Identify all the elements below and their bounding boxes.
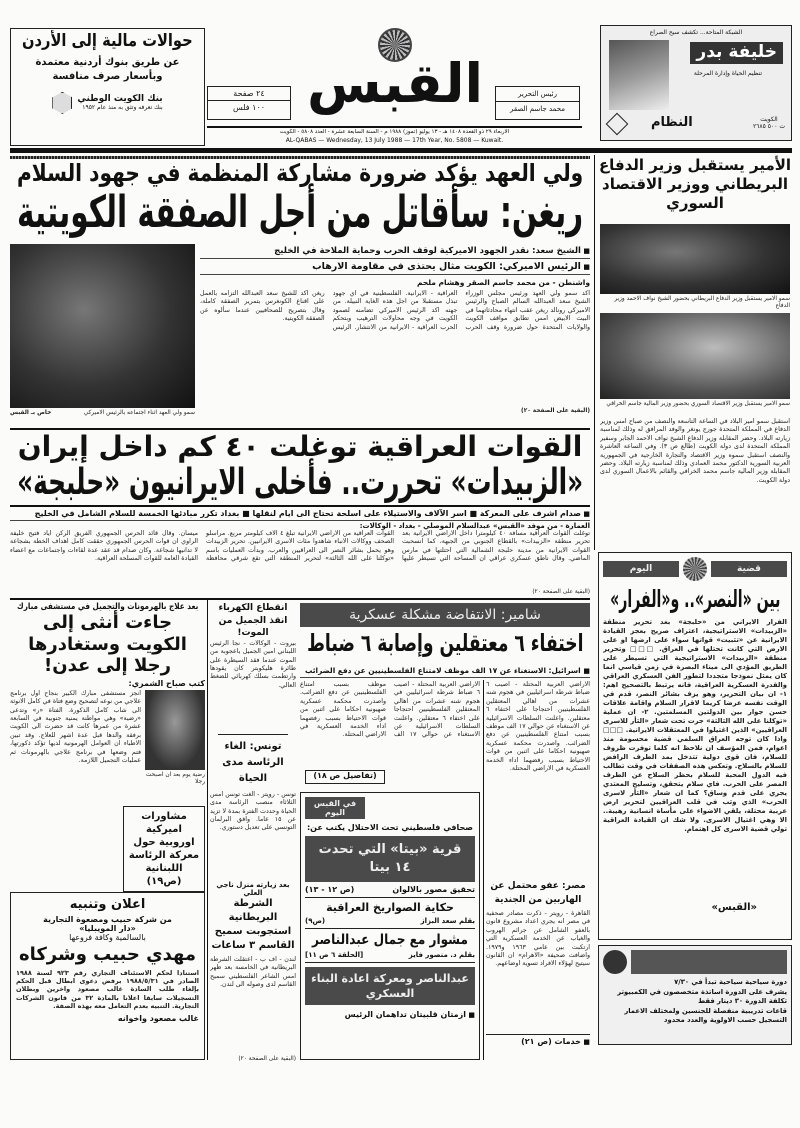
photo-caption: سمو الامير يستقبل وزير الدفاع البريطاني بحضور الشيخ نواف الاحمد وزير الدفاع bbox=[614, 296, 790, 309]
notice-body: استنادا لحكم الاستئناف التجاري رقم ٩٢٣ لسنة ١٩٨٨ الصادر في ١٩٨٨/٥/٣١ برفض دعوى ابطال قبل الحكم بإلغاء طلب السادة غالب مصعود واخرين وبطلان التسجيلات سابقا اعلانا بالمادة ٣٢ من قانون الشركات التجارية. التنبيه بعدم التعامل معه بهذه الصفة. bbox=[16, 968, 199, 1011]
notice-company: مهدي حبيب وشركاه bbox=[18, 943, 197, 965]
today-item[interactable]: ■ ازمتان قلبيتان تداهمان الرئيس bbox=[305, 1008, 475, 1021]
story-photo bbox=[145, 690, 205, 770]
ad-logo-icon bbox=[603, 950, 627, 974]
story-body: تونس - رويتر - الغت تونس امس الثلاثاء منصب الرئاسة مدى الحياة وحددت الفترة بمدة لا تزيد عن ١٥ عاما. وافق البرلمان التونسي على تعديل دستوري. bbox=[210, 790, 296, 832]
in-today-box bbox=[300, 792, 480, 1060]
lead-kicker: ولي العهد يؤكد ضرورة مشاركة المنظمة في جهود السلام bbox=[16, 159, 584, 187]
story-kicker: بعد علاج بالهرمونات والتجميل في مستشفى مبارك bbox=[16, 602, 199, 612]
editorial-headline: بين «النصر».. و«الفرار» bbox=[609, 585, 781, 613]
feature-sub: تحقيق مصور بالالوان bbox=[392, 885, 475, 895]
bank-logo-icon bbox=[52, 92, 72, 114]
ad-top-line: الشبكة المتاحة... تكشف سيح الصراع bbox=[649, 29, 743, 36]
center-body-cont: الاراضي العربية المحتلة - اصيب ٦ ضباط شرطة اسرائيليين في هجوم شنه عشرات من اهالي المعتقلين الفلسطينيين احتجاجا على اختفاء ٦ معتقلين. واعلنت السلطات الاسرائيلية عن الاستغناء عن حوالي ١٧ الف موظف بسبب امتناع الفلسطينيين عن دفع الضرائب. واصدرت محكمة عسكرية صهيونية احكاما على اثنين من قوات الاحتياط بسبب رفضهما اداء الخدمة العسكرية في الاراضي المحتلة. bbox=[486, 681, 590, 773]
today-item[interactable]: مشوار مع جمال عبدالناصر bbox=[312, 931, 468, 948]
ad-right bbox=[600, 25, 792, 141]
author: بقلم سعد البزاز bbox=[420, 916, 475, 925]
continued-note: (البقية على الصفحة ٢٠) bbox=[532, 589, 590, 595]
price: ١٠٠ فلس bbox=[232, 103, 266, 112]
bank-slogan: بنك تعرفه وتثق به منذ عام ١٩٥٢ bbox=[82, 104, 163, 112]
issue-info-box bbox=[207, 86, 291, 120]
ad-item: تكلفة الدورة ٣٠ دينار فقط bbox=[698, 997, 787, 1005]
center-body: الاراضي العربية المحتلة - اصيب ٦ ضباط شرطة اسرائيليين في هجوم شنه عشرات من اهالي المعتقلين الفلسطينيين احتجاجا على اختفاء ٦ معتقلين. واعلنت السلطات الاسرائيلية عن الاستغناء عن حوالي ١٧ الف موظف بسبب امتناع الفلسطينيين عن دفع الضرائب. واصدرت محكمة عسكرية صهيونية احكاما على اثنين من قوات الاحتياط بسبب رفضهما اداء الخدمة العسكرية في الاراضي المحتلة. bbox=[300, 681, 480, 739]
page-count: ٢٤ صفحة bbox=[208, 87, 290, 101]
photo-caption: سمو الامير يستقبل وزير الاقتصاد السوري بحضور وزير المالية جاسم الخرافي bbox=[606, 401, 790, 407]
cross-ref-box bbox=[123, 806, 205, 892]
date-line-arabic: الاربعاء ٢٩ ذو القعدة ١٤٠٨ هـ - ١٣ يوليو (تموز) ١٩٨٨ م - السنة السابعة عشرة - العدد ٥٨٠٨ - الكويت bbox=[279, 129, 510, 135]
iraq-byline: العمارة - من موفد «القبس» عبدالسلام الموصلي - بغداد - الوكالات: bbox=[359, 522, 590, 530]
story-body: بيروت - الوكالات - نجا الرئيس اللبناني امين الجميل باعجوبة من الموت عندما فقد السيطرة على طائرة هليكوبتر كان يقودها وارتطمت بسلك كهربائي للضغط العالي. bbox=[210, 639, 296, 689]
lead-bullet: ■ الشيخ سعد: نقدر الجهود الاميركية لوقف الحرب وحماية الملاحة في الخليج bbox=[200, 244, 590, 259]
story-headline: جاءت أنثى إلى الكويت وستغادرها رجلا إلى عدن! bbox=[28, 612, 187, 677]
bank-name: بنك الكويت الوطني bbox=[77, 94, 163, 105]
editorial-label: اليوم bbox=[603, 561, 679, 577]
today-item[interactable]: حكاية الصواريخ العراقية bbox=[326, 901, 454, 915]
story-kicker: بعد زيارته منزل ناجي العلي bbox=[216, 880, 290, 897]
notice-title: اعلان وتنبيه bbox=[69, 897, 146, 912]
today-label: في القبس اليوم bbox=[305, 797, 365, 819]
editorial-signature: «القبس» bbox=[711, 902, 757, 914]
continued-note: (البقية على الصفحة ٢٠) bbox=[238, 1055, 296, 1062]
ad-brand: النظام bbox=[651, 115, 693, 130]
logo-text: القبس bbox=[306, 52, 484, 115]
divider bbox=[10, 598, 590, 600]
ad-line: عن طريق بنوك أردنية معتمدة bbox=[35, 56, 180, 68]
ad-image bbox=[609, 40, 669, 110]
ad-phone: ت ٥٠٠ ٢٦٨٥ bbox=[752, 123, 785, 130]
bottom-left-story bbox=[10, 602, 205, 892]
ad-line: وبأسعار صرف منافسة bbox=[52, 70, 163, 82]
column-divider bbox=[207, 600, 208, 1060]
divider bbox=[207, 126, 582, 128]
masthead-rule bbox=[10, 148, 792, 153]
editor-name: محمد جاسم الصقر bbox=[510, 105, 565, 113]
brand-logo-icon bbox=[606, 113, 629, 136]
lead-headline: ريغن: سأقاتل من أجل الصفقة الكويتية bbox=[16, 187, 584, 238]
date-line-english: AL-QABAS — Wednesday, 13 July 1988 — 17th Year, No. 5808 — Kuwait. bbox=[285, 137, 504, 144]
today-feature[interactable]: قرية «بيتا» التي تحدت ١٤ بيتا bbox=[305, 836, 475, 882]
notice-signature: غالب مصعود واخوانه bbox=[117, 1013, 199, 1023]
photo-caption: سمو ولي العهد اثناء اجتماعه بالرئيس الاميركي bbox=[83, 410, 195, 416]
editor-box bbox=[495, 86, 580, 120]
emir-photo-1 bbox=[600, 224, 790, 294]
lead-photo bbox=[10, 244, 195, 408]
column-divider bbox=[483, 680, 484, 1060]
center-headline: اختفاء ٦ معتقلين وإصابة ٦ ضباط bbox=[306, 629, 584, 657]
ad-course bbox=[598, 945, 792, 1045]
iraq-headline-2: «الزبيدات» تحررت.. فأخلى الايرانيون «حلبجة» bbox=[16, 462, 584, 503]
ad-item: قاعات تدريبية منفصلة للجنسين ولمختلف الاعمار bbox=[624, 1006, 787, 1015]
iraq-bullets: ■ صدام اشرف على المعركة ■ اسر الآلاف والاستيلاء على اسلحة تحتاج الى ايام لنقلها ■ بغداد تكرر مبادئها الخمسة للسلام الشامل في الخليج bbox=[10, 507, 590, 521]
lead-body: اكد سمو ولي العهد ورئيس مجلس الوزراء الشيخ سعد العبدالله السالم الصباح والرئيس الاميركي رونالد ريغن عقب انتهاء محادثاتهما في البيت الابيض امس تطابق مواقف الكويت والولايات المتحدة حول ضرورة وقف الحرب العراقية - الايرانية. الفلسطينية في اي جهود تبذل مستقبلا من اجل هذه الغاية النبيلة. من جهته اكد الرئيس الاميركي تضامنه لصمود الكويت في وجه محاولات الترهيب وبتحكم الحرب العراقية - الايرانية من الانتشار. الرئيس ريغن اكد للشيخ سعد العبدالله التزامه بالعمل على اقناع الكونغرس بتمرير الصفقة كاملة، وقال بتصريح للصحافيين عندما سألوه عن الصفقة الكويتية. bbox=[200, 290, 590, 331]
notice-line: من شركة حبيب ومصعوة التجارية bbox=[43, 914, 172, 924]
center-bullet: ■ اسرائيل: الاستغناء عن ١٧ الف موظف لامتناع الفلسطينيين عن دفع الضرائب bbox=[300, 664, 590, 678]
page-ref: [الحلقة ٦ ص ١١] bbox=[305, 950, 364, 959]
iraq-body: توغلت القوات العراقية مسافة ٤٠ كيلومترا داخل الاراضي الايرانية بعد تحرير منطقة «الزبيدات» بالقطاع الجنوبي من الجبهة، كما انسحبت القوات الايرانية من مدينة حلبجة الشمالية التي احتلتها في مارس الماضي. وقال ناطق عسكري عراقي ان المساحة التي تسيطر عليها القوات العراقية من الاراضي الايرانية تبلغ ٤ آلاف كيلومتر مربع. مراسلو الصحف ووكالات الانباء شاهدوا مئات الاسرى الايرانيين. تحرير الزبيدات وهو يحمل بشائر النصر الى العراقيين والعرب. وبدأت العمليات باسم «توكلنا على الله الثالثة» لتحرير المنطقة التي تقع شرقي محافظة ميسان. وقال قائد الحرس الجمهوري الفريق الركن اياد فتيح خليفة الراوي ان قوات الحرس الجمهوري حققت كامل اهداف الخطة بشجاعة لا تدانيها شجاعة. وكان صدام قد عقد عدة لقاءات واجتماعات مع اعضاء القيادة العامة للقوات المسلحة العراقية. bbox=[10, 530, 590, 563]
story-headline: تونس: الغاء الرئاسة مدى الحياة bbox=[222, 740, 284, 784]
cross-ref-text: مشاورات اميركية اوروبية حول معركة الرئاسة اللبنانية (ص١٩) bbox=[128, 810, 200, 887]
ad-item: دورة سياحية سياحية تبدأ في ٧/٣٠ bbox=[674, 978, 787, 986]
right-body: استقبل سمو امير البلاد في الساعة التاسعة والنصف من صباح امس وزير الدفاع في المملكة المتحدة جورج يونغر والوفد المرافق له وذلك لمناسبة زيارته البلاد. وحضر المقابلة وزير الدفاع الشيخ نواف الاحمد الجابر وسفير المملكة المتحدة لدى دولة الكويت (طالع ص ٣). وفي الساعة العاشرة والنصف استقبل سموه وزير الاقتصاد والتجارة الخارجية في الجمهورية العربية السورية الدكتور محمد العمادي وذلك لمناسبة زيارته البلاد. وحضر المقابلة وزير المالية جاسم محمد الخرافي والقائم بالاعمال السوري لدى دولة الكويت. bbox=[600, 418, 790, 484]
editor-title: رئيس التحرير bbox=[496, 87, 579, 102]
ad-banner bbox=[631, 950, 787, 974]
story-headline: انقطاع الكهرباء انقذ الجميل من الموت! bbox=[218, 603, 288, 639]
lead-bullet: ■ الرئيس الاميركي: الكويت مثال يحتذى في مقاومة الارهاب bbox=[200, 259, 590, 275]
emblem-icon bbox=[683, 557, 707, 581]
notice-line: «دار المويبليا» bbox=[79, 923, 136, 933]
continued-note: (البقية على الصفحة ٢٠) bbox=[521, 408, 590, 414]
today-intro: صحافي فلسطيني تحت الاحتلال يكتب عن: bbox=[306, 823, 474, 832]
page-ref: (ص٩) bbox=[305, 916, 326, 925]
ad-title: حوالات مالية إلى الأردن bbox=[22, 31, 193, 51]
author: بقلم د. منصور فايز bbox=[408, 950, 475, 959]
ad-item: يشرف على الدورة اساتذة متخصصون في الكمبيوتر bbox=[617, 987, 787, 996]
shamir-banner: شامير: الانتفاضة مشكلة عسكرية bbox=[300, 603, 590, 627]
photo-caption: رضية يوم بعد ان اصبحت رجلا bbox=[145, 771, 205, 785]
story-headline: مصر: عفو محتمل عن الهاربين من الجندية bbox=[490, 881, 586, 905]
iraq-headline-1: القوات العراقية توغلت ٤٠ كم داخل إيران bbox=[17, 430, 583, 463]
editorial-body: الفرار الايراني من «حلبجة» بعد تحرير منطقة «الزبيدات» الاستراتيجية، اعتراف صريح بعجز القيادة الايرانية عن «تثبيت» قواتها سواء على ارضها او على الارض التي كانت تحتلها في العراق. □□□ وتحرير منطقة «الزبيدات» الاستراتيجية التي تسيطر على الطريق المؤدي الى ميناء البصرة في زمن قياسي انما كان يمثل نموذجا متجددا لتطور الفن العسكري العراقي والقدرة العسكرية العراقية، فانه يرتبط بالتصحيح اهم: ١- ان بيان التحرير، وهو يزف بشائر النصر، قدم في الوقت نفسه عرضا كريما لاقرار السلام واقامة علاقات حسن جوار بين الدولتين المسلمتين. ٢- ان عملية «توكلنا على الله الثالثة» جرت تحت شعار «الثأر للاسرى العراقيين» الذين اغتيلوا في المعتقلات الايرانية. □□□ واذا كان توجه العراق السلمي قضية محسومة منذ اعوام، فمن المؤسف ان نلاحظ انه كلما توفرت ظروف للسلام، فان قوى دولية تتدخل بمد الطرف الرافض للسلام بالسلاح. وتعكس هذه الصفقات في وقت تطالب فيه الدول المحبة للسلام بحظر السلاح عن الطرف المصر على الحرب. فاي سلام يتحقق، وتسليح المعتدي يجري على قدم وساق؟ كما ان شعار «الثأر لاسرى الحرب» الذي وثب في قلب العراقيين لتحرير ارض عربية محتلة، يلقي الاضواء على مأساة انسانية رهيبة.. الا وهي اغتيال الاسرى. ولا شك ان القيادة العراقية تولي قضية الاسرى كل اهتمام. bbox=[603, 618, 787, 834]
masthead-logo bbox=[300, 28, 490, 126]
photo-credit: خاص بـ القبس bbox=[10, 410, 52, 416]
ad-city: الكويت bbox=[760, 116, 778, 123]
ad-item: التسجيل حسب الاولوية والعدد محدود bbox=[664, 1016, 787, 1024]
services-link[interactable]: ■ خدمات (ص ٢١) bbox=[486, 1034, 590, 1048]
story-body: القاهرة - رويتر - ذكرت مصادر صحفية في مصر انه يجري اعداد مشروع قانون بالعفو الشامل عن جرائم الهروب والغياب عن الخدمة العسكرية التي ارتكبت بين عامي ١٩٦٣ و١٩٧٩. واضافت صحيفة «الاهرام» ان القانون سيتيح لهؤلاء الافراد تسوية اوضاعهم. bbox=[486, 910, 590, 968]
lead-byline: واشنطن - من محمد جاسم الصقر وهشام ملحم bbox=[416, 278, 590, 287]
editorial-label: قضية bbox=[711, 561, 787, 577]
ad-left-remittances bbox=[10, 28, 205, 146]
editorial-box bbox=[598, 552, 792, 940]
details-link[interactable]: (تفاصيل ص ١٨) bbox=[305, 770, 385, 784]
ad-sub: تنظيم الحياة وإدارة المرحلة bbox=[693, 70, 763, 77]
column-divider bbox=[594, 155, 595, 550]
story-headline: الشرطة البريطانية استجوبت سميح القاسم ٣ ساعات bbox=[211, 897, 295, 951]
ad-notice bbox=[10, 892, 205, 1060]
story-body: انجز مستشفى مبارك الكبير بنجاح اول برنامج علاجي من نوعه لتصحيح وضع فتاة في كامل الانوثة الى شاب كامل الذكورة. الفتاة «ر» وتدعى «رضية» وهي مواطنة يمنية جنوبية في السابعة عشرة من عمرها كانت قد حضرت الى الكويت برفقة والدها قبل عدة اشهر للعلاج. وقد تبين الاطباء ان العوامل الهرمونية لديها تؤكد ذكورتها، فتم وضعها في برنامج علاجي بالهرمونات ثم عمليات التجميل اللازمة. bbox=[10, 689, 141, 765]
ad-title: خليفة بدر bbox=[690, 42, 783, 64]
notice-line: بالسالمية وكافة فروعها bbox=[69, 932, 146, 942]
emir-photo-2 bbox=[600, 313, 790, 399]
page-ref: (ص ١٢ - ١٣) bbox=[305, 885, 355, 895]
today-item[interactable]: عبدالناصر ومعركة اعادة البناء العسكري bbox=[305, 967, 475, 1006]
right-headline: الأمير يستقبل وزير الدفاع البريطاني ووزير الاقتصاد السوري bbox=[598, 156, 792, 212]
story-body: لندن - اف ب - اعتقلت الشرطة البريطانية في الخامسة بعد ظهر امس الشاعر الفلسطيني سميح القاسم لدى وصوله الى لندن. bbox=[210, 955, 296, 988]
story-byline: كتب صباح الشمري: bbox=[128, 678, 205, 688]
